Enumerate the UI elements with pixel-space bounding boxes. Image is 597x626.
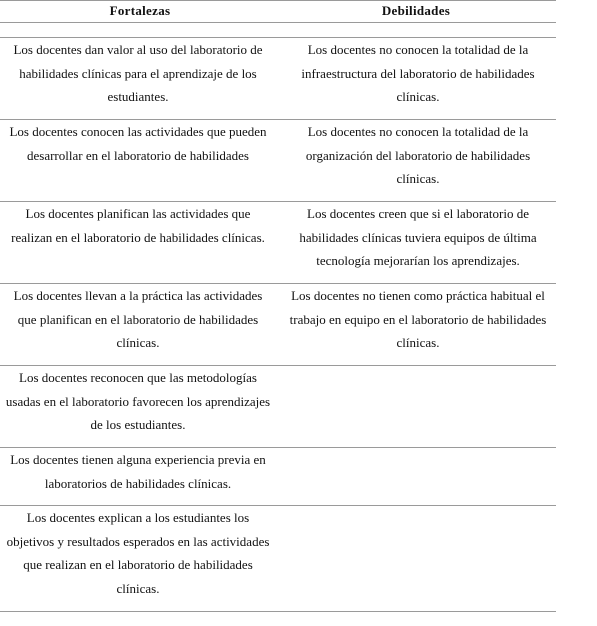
fortaleza-cell: Los docentes conocen las actividades que pueden desarrollar en el laboratorio de habilidades [9, 124, 267, 163]
header-fortalezas: Fortalezas [109, 3, 171, 18]
table-row [0, 120, 556, 202]
table-row [0, 506, 556, 612]
fortaleza-cell: Los docentes reconocen que las metodologías usadas en el laboratorio favorecen los aprendizajes de los estudiantes. [5, 370, 271, 432]
debilidad-cell: Los docentes creen que si el laboratorio de habilidades clínicas tuviera equipos de última tecnología mejorarían los aprendizajes. [299, 206, 537, 268]
table-row [0, 202, 556, 284]
table-row [0, 448, 556, 506]
header-spacer [0, 23, 556, 38]
debilidad-cell [276, 448, 556, 505]
debilidad-cell: Los docentes no tienen como práctica habitual el trabajo en equipo en el laboratorio de habilidades clínicas. [289, 288, 547, 350]
fortaleza-cell: Los docentes dan valor al uso del laboratorio de habilidades clínicas para el aprendizaje de los estudiantes. [13, 42, 263, 104]
header-debilidades: Debilidades [381, 3, 451, 18]
table-row [0, 38, 556, 120]
debilidad-cell [276, 506, 556, 611]
debilidad-cell: Los docentes no conocen la totalidad de la infraestructura del laboratorio de habilidades clínicas. [301, 42, 535, 104]
debilidad-cell [276, 366, 556, 447]
table-row [0, 366, 556, 448]
fortaleza-cell: Los docentes planifican las actividades que realizan en el laboratorio de habilidades clínicas. [11, 206, 265, 245]
fortaleza-cell: Los docentes explican a los estudiantes los objetivos y resultados esperados en las actividades que realizan en el laboratorio de habilidades clínicas. [6, 510, 270, 596]
table-row [0, 284, 556, 366]
fortaleza-cell: Los docentes tienen alguna experiencia previa en laboratorios de habilidades clínicas. [10, 452, 266, 491]
debilidad-cell: Los docentes no conocen la totalidad de la organización del laboratorio de habilidades clínicas. [305, 124, 531, 186]
fortaleza-cell: Los docentes llevan a la práctica las actividades que planifican en el laboratorio de habilidades clínicas. [13, 288, 263, 350]
table-header-row [0, 0, 556, 23]
